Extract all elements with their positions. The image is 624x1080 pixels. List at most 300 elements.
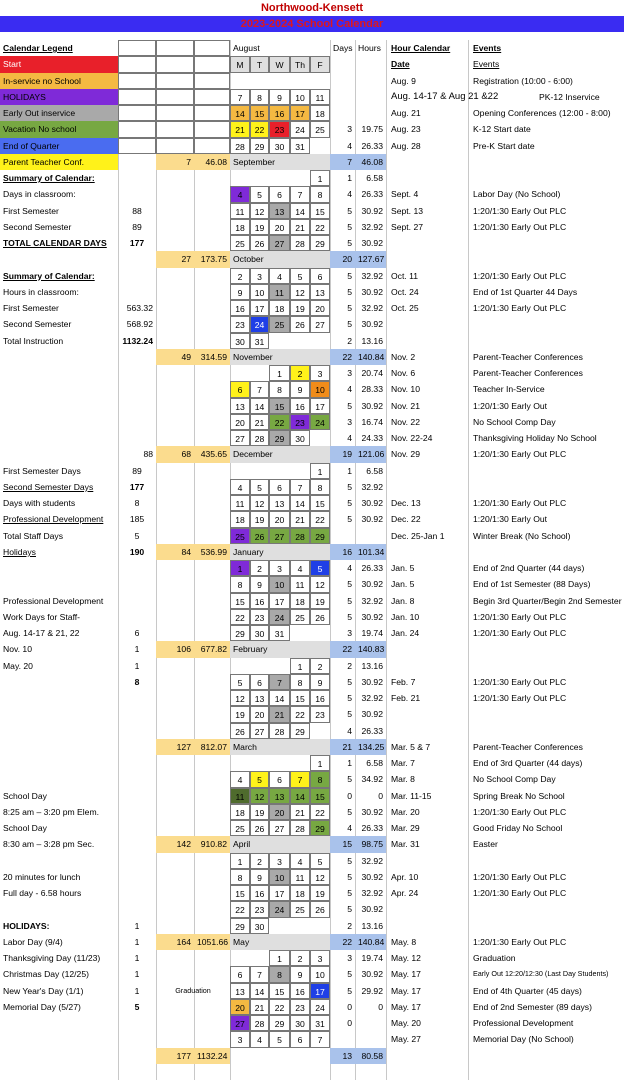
hours-cell: 30.92 bbox=[361, 498, 383, 508]
total-cell: 1 bbox=[134, 920, 140, 931]
day-cell: 22 bbox=[310, 511, 330, 527]
column-rule bbox=[194, 40, 195, 1080]
hours-cell: 98.75 bbox=[355, 836, 386, 852]
day-cell: 12 bbox=[310, 869, 330, 885]
day-cell: 31 bbox=[250, 333, 269, 349]
event-date-cell: Aug. 21 bbox=[391, 108, 421, 118]
day-cell: 23 bbox=[230, 316, 250, 332]
hours-cell: 5 bbox=[347, 888, 352, 898]
day-cell: 15 bbox=[290, 690, 310, 706]
day-cell: 29 bbox=[250, 138, 269, 154]
total-cell: 8 bbox=[134, 676, 140, 687]
event-date-cell: Nov. 29 bbox=[391, 449, 420, 460]
day-cell: 24 bbox=[269, 901, 290, 917]
total-cell: 89 bbox=[132, 465, 142, 476]
day-cell: 26 bbox=[230, 723, 250, 739]
hours-cell: 5 bbox=[347, 221, 352, 232]
legend-cell: In-service no School bbox=[0, 73, 118, 89]
hours-cell: 30.92 bbox=[361, 806, 383, 817]
day-cell: 12 bbox=[290, 284, 310, 300]
day-cell: 15 bbox=[250, 105, 269, 121]
day-cell: 9 bbox=[250, 869, 269, 885]
day-cell: 16 bbox=[290, 398, 310, 414]
event-date-cell: May. 27 bbox=[391, 1034, 421, 1045]
day-cell: 8 bbox=[230, 869, 250, 885]
event-date-cell: May. 17 bbox=[391, 969, 421, 980]
legend-cell: Early Out inservice bbox=[0, 105, 118, 121]
hours-cell: 22 bbox=[330, 349, 355, 365]
total-cell: 6 bbox=[134, 628, 140, 638]
total-cell: 84 bbox=[156, 544, 194, 560]
hours-cell: 7 bbox=[330, 154, 355, 170]
day-cell: 31 bbox=[290, 138, 310, 154]
total-cell bbox=[156, 89, 194, 105]
calendar-sheet bbox=[0, 40, 624, 1080]
event-cell: 1:20/1:30 Early Out PLC bbox=[473, 888, 567, 898]
hours-cell: 101.34 bbox=[355, 544, 386, 560]
event-date-cell: May. 8 bbox=[391, 936, 417, 947]
event-date-cell: Oct. 11 bbox=[391, 270, 419, 281]
day-cell: 25 bbox=[230, 528, 250, 544]
event-date-cell: Sept. 13 bbox=[391, 205, 424, 216]
day-cell: 17 bbox=[310, 398, 330, 414]
hours-cell: 24.33 bbox=[361, 433, 383, 443]
day-cell: 14 bbox=[230, 105, 250, 121]
legend-cell: Total Instruction bbox=[3, 335, 64, 346]
day-cell: 24 bbox=[310, 414, 330, 430]
hours-cell: 4 bbox=[347, 433, 352, 443]
day-cell: 2 bbox=[250, 560, 269, 576]
hours-cell: 5 bbox=[347, 855, 352, 866]
hours-cell: 6.58 bbox=[366, 465, 383, 476]
day-cell: 30 bbox=[269, 138, 290, 154]
day-cell: 26 bbox=[250, 820, 269, 836]
day-cell: 28 bbox=[250, 430, 269, 446]
event-cell: Memorial Day (No School) bbox=[473, 1034, 574, 1045]
month-cell: November bbox=[230, 349, 330, 365]
day-cell: 27 bbox=[230, 430, 250, 446]
day-cell: 5 bbox=[290, 268, 310, 284]
day-cell: 29 bbox=[230, 918, 250, 934]
legend-cell: First Semester Days bbox=[3, 465, 81, 476]
total-cell bbox=[118, 105, 156, 121]
hours-cell: 32.92 bbox=[361, 855, 383, 866]
day-cell: 10 bbox=[269, 576, 290, 592]
legend-cell: Second Semester bbox=[3, 319, 72, 330]
hours-cell: 4 bbox=[347, 725, 352, 736]
event-date-cell: Oct. 24 bbox=[391, 286, 419, 297]
day-cell: 18 bbox=[290, 593, 310, 609]
day-cell: 19 bbox=[250, 804, 269, 820]
hours-cell: 134.25 bbox=[355, 739, 386, 755]
day-cell: 6 bbox=[230, 381, 250, 397]
day-cell: 25 bbox=[310, 121, 330, 137]
total-cell bbox=[194, 73, 230, 89]
day-cell: 28 bbox=[290, 820, 310, 836]
day-cell: 20 bbox=[269, 219, 290, 235]
day-cell: 18 bbox=[230, 804, 250, 820]
day-cell: 7 bbox=[290, 771, 310, 787]
hours-cell: 140.84 bbox=[355, 349, 386, 365]
legend-cell: Parent Teacher Conf. bbox=[0, 154, 118, 170]
day-cell: 6 bbox=[250, 674, 269, 690]
total-cell: 106 bbox=[156, 641, 194, 657]
legend-cell: HOLIDAYS: bbox=[3, 920, 50, 931]
legend-cell: Professional Development bbox=[3, 514, 104, 525]
event-date-cell: Mar. 5 & 7 bbox=[391, 741, 431, 752]
hours-cell: 1 bbox=[347, 758, 352, 768]
day-cell: 2 bbox=[250, 853, 269, 869]
hours-cell: 0 bbox=[378, 1001, 383, 1012]
hours-cell: 32.92 bbox=[361, 303, 383, 313]
day-cell: 6 bbox=[269, 479, 290, 495]
hours-cell: 30.92 bbox=[361, 871, 383, 882]
day-cell: 8 bbox=[269, 381, 290, 397]
event-cell: End of 4th Quarter (45 days) bbox=[473, 985, 582, 996]
hours-cell: 20.74 bbox=[361, 368, 383, 378]
total-cell: 88 bbox=[143, 449, 153, 460]
event-cell: 1:20/1:30 Early Out PLC bbox=[473, 611, 567, 622]
day-cell: 8 bbox=[269, 966, 290, 982]
total-cell: 1 bbox=[134, 660, 140, 671]
day-cell: 25 bbox=[269, 316, 290, 332]
total-cell bbox=[194, 40, 230, 56]
day-cell: 13 bbox=[230, 398, 250, 414]
event-date-cell: Feb. 7 bbox=[391, 676, 416, 687]
day-cell: 4 bbox=[269, 268, 290, 284]
hours-cell: 29.92 bbox=[361, 985, 383, 996]
event-date-cell: Mar. 8 bbox=[391, 774, 415, 785]
day-cell: 6 bbox=[269, 771, 290, 787]
event-cell: Parent-Teacher Conferences bbox=[473, 351, 583, 362]
day-cell: 8 bbox=[250, 89, 269, 105]
day-cell: 24 bbox=[310, 999, 330, 1015]
day-cell: 30 bbox=[290, 430, 310, 446]
hours-cell: 2 bbox=[347, 920, 352, 931]
event-date-cell: Feb. 21 bbox=[391, 693, 421, 703]
event-cell: 1:20/1:30 Early Out PLC bbox=[473, 628, 567, 638]
hours-cell: 30.92 bbox=[361, 205, 383, 216]
hours-cell: 16.74 bbox=[361, 416, 383, 427]
event-cell: Thanksgiving Holiday No School bbox=[473, 433, 597, 443]
day-cell: 6 bbox=[290, 1031, 310, 1047]
day-cell: 17 bbox=[269, 593, 290, 609]
legend-cell: First Semester bbox=[3, 205, 59, 216]
total-cell: 314.59 bbox=[194, 349, 230, 365]
day-cell: 11 bbox=[230, 495, 250, 511]
hours-cell: 28.33 bbox=[361, 384, 383, 395]
hours-cell: Hours bbox=[358, 43, 381, 53]
total-cell bbox=[194, 105, 230, 121]
total-cell bbox=[156, 40, 194, 56]
hours-cell: 26.33 bbox=[361, 725, 383, 736]
hours-cell: 13.16 bbox=[361, 920, 383, 931]
month-cell: May bbox=[230, 934, 330, 950]
total-cell bbox=[118, 73, 156, 89]
hours-cell: 30.92 bbox=[361, 969, 383, 980]
day-cell: 18 bbox=[310, 105, 330, 121]
total-cell bbox=[194, 89, 230, 105]
hours-cell: 5 bbox=[347, 985, 352, 996]
day-cell: 5 bbox=[250, 186, 269, 202]
total-cell: 142 bbox=[156, 836, 194, 852]
day-cell: 22 bbox=[269, 414, 290, 430]
day-cell: 13 bbox=[250, 690, 269, 706]
event-date-cell: Mar. 20 bbox=[391, 806, 420, 817]
event-cell: End of 2nd Semester (89 days) bbox=[473, 1001, 592, 1012]
day-cell: 1 bbox=[269, 365, 290, 381]
day-cell: 28 bbox=[269, 723, 290, 739]
total-cell: 27 bbox=[156, 251, 194, 267]
total-cell: 5 bbox=[134, 1001, 140, 1012]
hours-cell: 5 bbox=[347, 774, 352, 785]
day-cell: 21 bbox=[290, 219, 310, 235]
day-cell: 15 bbox=[310, 495, 330, 511]
event-cell: Spring Break No School bbox=[473, 790, 565, 801]
hours-cell: 30.92 bbox=[361, 400, 383, 411]
day-cell: 10 bbox=[310, 966, 330, 982]
day-cell: 2 bbox=[310, 658, 330, 674]
event-cell: Pre-K Start date bbox=[473, 140, 535, 151]
total-cell: 1 bbox=[134, 644, 140, 655]
legend-cell: Work Days for Staff- bbox=[3, 611, 81, 622]
event-date-cell: Aug. 9 bbox=[391, 75, 416, 86]
day-cell: 19 bbox=[250, 511, 269, 527]
total-cell bbox=[118, 121, 156, 137]
day-cell: 20 bbox=[269, 511, 290, 527]
hours-cell: 26.33 bbox=[361, 823, 383, 833]
total-cell: 127 bbox=[156, 739, 194, 755]
total-cell: 1 bbox=[134, 936, 140, 947]
hours-cell: 5 bbox=[347, 969, 352, 980]
day-cell: 2 bbox=[290, 950, 310, 966]
day-cell: 7 bbox=[250, 966, 269, 982]
event-date-cell: Dec. 13 bbox=[391, 498, 421, 508]
day-cell: 15 bbox=[230, 593, 250, 609]
day-cell: 5 bbox=[250, 479, 269, 495]
day-cell: 18 bbox=[290, 885, 310, 901]
day-cell: 14 bbox=[290, 495, 310, 511]
total-cell: 88 bbox=[132, 205, 142, 216]
day-cell: 14 bbox=[250, 398, 269, 414]
total-cell bbox=[118, 56, 156, 72]
hours-cell: 19.74 bbox=[361, 953, 383, 963]
total-cell: 8 bbox=[134, 498, 140, 508]
hours-cell: 19.74 bbox=[361, 628, 383, 638]
day-cell: 3 bbox=[269, 560, 290, 576]
day-cell: 1 bbox=[269, 950, 290, 966]
day-cell: 30 bbox=[250, 918, 269, 934]
hours-cell: 26.33 bbox=[361, 189, 383, 200]
day-cell: 8 bbox=[230, 576, 250, 592]
day-cell: 17 bbox=[290, 105, 310, 121]
day-cell: 21 bbox=[290, 804, 310, 820]
day-cell: 20 bbox=[310, 300, 330, 316]
hours-cell: 5 bbox=[347, 286, 352, 297]
day-cell: 9 bbox=[230, 284, 250, 300]
hours-cell: 3 bbox=[347, 628, 352, 638]
total-cell bbox=[118, 138, 156, 154]
event-date-cell: Aug. 14-17 & Aug 21 &22 bbox=[391, 90, 499, 102]
day-cell: 19 bbox=[310, 593, 330, 609]
day-cell: 28 bbox=[290, 528, 310, 544]
day-cell: 22 bbox=[310, 219, 330, 235]
hours-cell: 20 bbox=[330, 251, 355, 267]
legend-cell: Start bbox=[0, 56, 118, 72]
event-cell: Labor Day (No School) bbox=[473, 189, 561, 200]
day-cell: 14 bbox=[250, 983, 269, 999]
day-cell: 31 bbox=[310, 1015, 330, 1031]
day-cell: 23 bbox=[250, 901, 269, 917]
day-cell: 22 bbox=[290, 706, 310, 722]
day-cell: 29 bbox=[269, 430, 290, 446]
legend-cell: Christmas Day (12/25) bbox=[3, 969, 89, 980]
total-cell: 177 bbox=[129, 238, 145, 248]
day-cell: 6 bbox=[230, 966, 250, 982]
legend-cell: Second Semester Days bbox=[3, 481, 94, 492]
total-cell: 185 bbox=[129, 514, 145, 525]
hours-cell: 5 bbox=[347, 676, 352, 687]
day-cell: 27 bbox=[269, 528, 290, 544]
day-cell: 22 bbox=[230, 609, 250, 625]
total-cell: 177 bbox=[156, 1048, 194, 1064]
event-cell: 1:20/1:30 Early Out PLC bbox=[473, 871, 567, 882]
event-date-cell: Nov. 2 bbox=[391, 351, 416, 362]
hours-cell: 32.92 bbox=[361, 693, 383, 703]
event-date-cell: Mar. 7 bbox=[391, 758, 415, 768]
hours-cell: 19.75 bbox=[361, 124, 383, 135]
total-cell: 1051.66 bbox=[194, 934, 230, 950]
hours-cell: 22 bbox=[330, 934, 355, 950]
day-cell: 14 bbox=[269, 690, 290, 706]
hours-cell: 13 bbox=[330, 1048, 355, 1064]
month-cell: January bbox=[230, 544, 330, 560]
hours-cell: 32.92 bbox=[361, 481, 383, 492]
day-cell: 23 bbox=[310, 706, 330, 722]
day-cell: 15 bbox=[269, 983, 290, 999]
day-cell: 8 bbox=[310, 771, 330, 787]
hours-cell: 5 bbox=[347, 400, 352, 411]
day-cell: 20 bbox=[250, 706, 269, 722]
day-cell: 24 bbox=[269, 609, 290, 625]
day-cell: 18 bbox=[269, 300, 290, 316]
total-cell: 164 bbox=[156, 934, 194, 950]
hours-cell: 3 bbox=[347, 953, 352, 963]
day-cell: 26 bbox=[250, 528, 269, 544]
hours-cell: 140.84 bbox=[355, 934, 386, 950]
day-cell: 27 bbox=[310, 316, 330, 332]
total-cell: 563.32 bbox=[126, 303, 153, 313]
event-cell: 1:20/1:30 Early Out PLC bbox=[473, 205, 567, 216]
event-cell: End of 3rd Quarter (44 days) bbox=[473, 758, 583, 768]
day-cell: 2 bbox=[290, 365, 310, 381]
day-cell: 15 bbox=[310, 203, 330, 219]
legend-cell: Labor Day (9/4) bbox=[3, 936, 63, 947]
day-cell: 9 bbox=[310, 674, 330, 690]
day-cell: 4 bbox=[250, 1031, 269, 1047]
event-cell: 1:20/1:30 Early Out PLC bbox=[473, 270, 567, 281]
event-date-cell: Apr. 24 bbox=[391, 888, 419, 898]
total-cell: 435.65 bbox=[194, 446, 230, 462]
day-cell: 12 bbox=[250, 788, 269, 804]
legend-cell: School Day bbox=[3, 790, 47, 801]
legend-cell: Second Semester bbox=[3, 221, 72, 232]
day-cell: 10 bbox=[290, 89, 310, 105]
day-cell: 16 bbox=[230, 300, 250, 316]
hours-cell: 5 bbox=[347, 514, 352, 525]
total-cell: 5 bbox=[134, 530, 140, 541]
event-cell: 1:20/1:30 Early Out PLC bbox=[473, 676, 567, 687]
day-cell: 3 bbox=[310, 365, 330, 381]
day-cell: 9 bbox=[290, 381, 310, 397]
total-cell bbox=[118, 89, 156, 105]
hours-cell: 3 bbox=[347, 368, 352, 378]
event-date-cell: Nov. 6 bbox=[391, 368, 416, 378]
legend-cell: Holidays bbox=[3, 546, 36, 557]
day-cell: 9 bbox=[250, 576, 269, 592]
hours-cell: 30.92 bbox=[361, 676, 383, 687]
day-cell: 1 bbox=[230, 560, 250, 576]
day-cell: 20 bbox=[230, 414, 250, 430]
hours-cell: 32.92 bbox=[361, 888, 383, 898]
hours-cell: 5 bbox=[347, 498, 352, 508]
day-cell: 29 bbox=[310, 820, 330, 836]
total-cell: 1 bbox=[134, 969, 140, 980]
legend-cell: Total Staff Days bbox=[3, 530, 64, 541]
event-date-cell: Apr. 10 bbox=[391, 871, 419, 882]
day-cell: 26 bbox=[310, 609, 330, 625]
event-date-cell: Date bbox=[391, 59, 410, 70]
hours-cell: 121.06 bbox=[355, 446, 386, 462]
day-cell: 13 bbox=[310, 284, 330, 300]
total-cell bbox=[156, 138, 194, 154]
hours-cell: 32.92 bbox=[361, 221, 383, 232]
day-cell: 29 bbox=[230, 625, 250, 641]
day-cell: 4 bbox=[230, 771, 250, 787]
hours-cell: 15 bbox=[330, 836, 355, 852]
total-cell bbox=[156, 121, 194, 137]
day-cell: 15 bbox=[310, 788, 330, 804]
total-cell: 173.75 bbox=[194, 251, 230, 267]
event-date-cell: May. 20 bbox=[391, 1018, 421, 1028]
legend-cell: HOLIDAYS bbox=[0, 89, 118, 105]
event-date-cell: Nov. 22 bbox=[391, 416, 420, 427]
day-cell: 15 bbox=[230, 885, 250, 901]
event-cell: 1:20/1:30 Early Out PLC bbox=[473, 303, 567, 313]
legend-cell: New Year's Day (1/1) bbox=[3, 985, 84, 996]
day-cell: 13 bbox=[269, 788, 290, 804]
hours-cell: 26.33 bbox=[361, 140, 383, 151]
day-cell: 10 bbox=[269, 869, 290, 885]
day-cell: 3 bbox=[310, 950, 330, 966]
event-date-cell: Dec. 22 bbox=[391, 514, 421, 525]
total-cell: 49 bbox=[156, 349, 194, 365]
total-cell bbox=[118, 40, 156, 56]
day-cell: 18 bbox=[230, 219, 250, 235]
hours-cell: 30.92 bbox=[361, 904, 383, 915]
day-cell: 1 bbox=[230, 853, 250, 869]
hours-cell: 13.16 bbox=[361, 660, 383, 671]
day-cell: 29 bbox=[290, 723, 310, 739]
legend-cell: Summary of Calendar: bbox=[3, 173, 95, 183]
day-cell: 13 bbox=[269, 495, 290, 511]
legend-cell: 8:30 am – 3:28 pm Sec. bbox=[3, 839, 95, 850]
hours-cell: 5 bbox=[347, 205, 352, 216]
hours-cell: 16 bbox=[330, 544, 355, 560]
event-date-cell: Oct. 25 bbox=[391, 303, 419, 313]
day-cell: 7 bbox=[310, 1031, 330, 1047]
day-cell: 16 bbox=[250, 593, 269, 609]
